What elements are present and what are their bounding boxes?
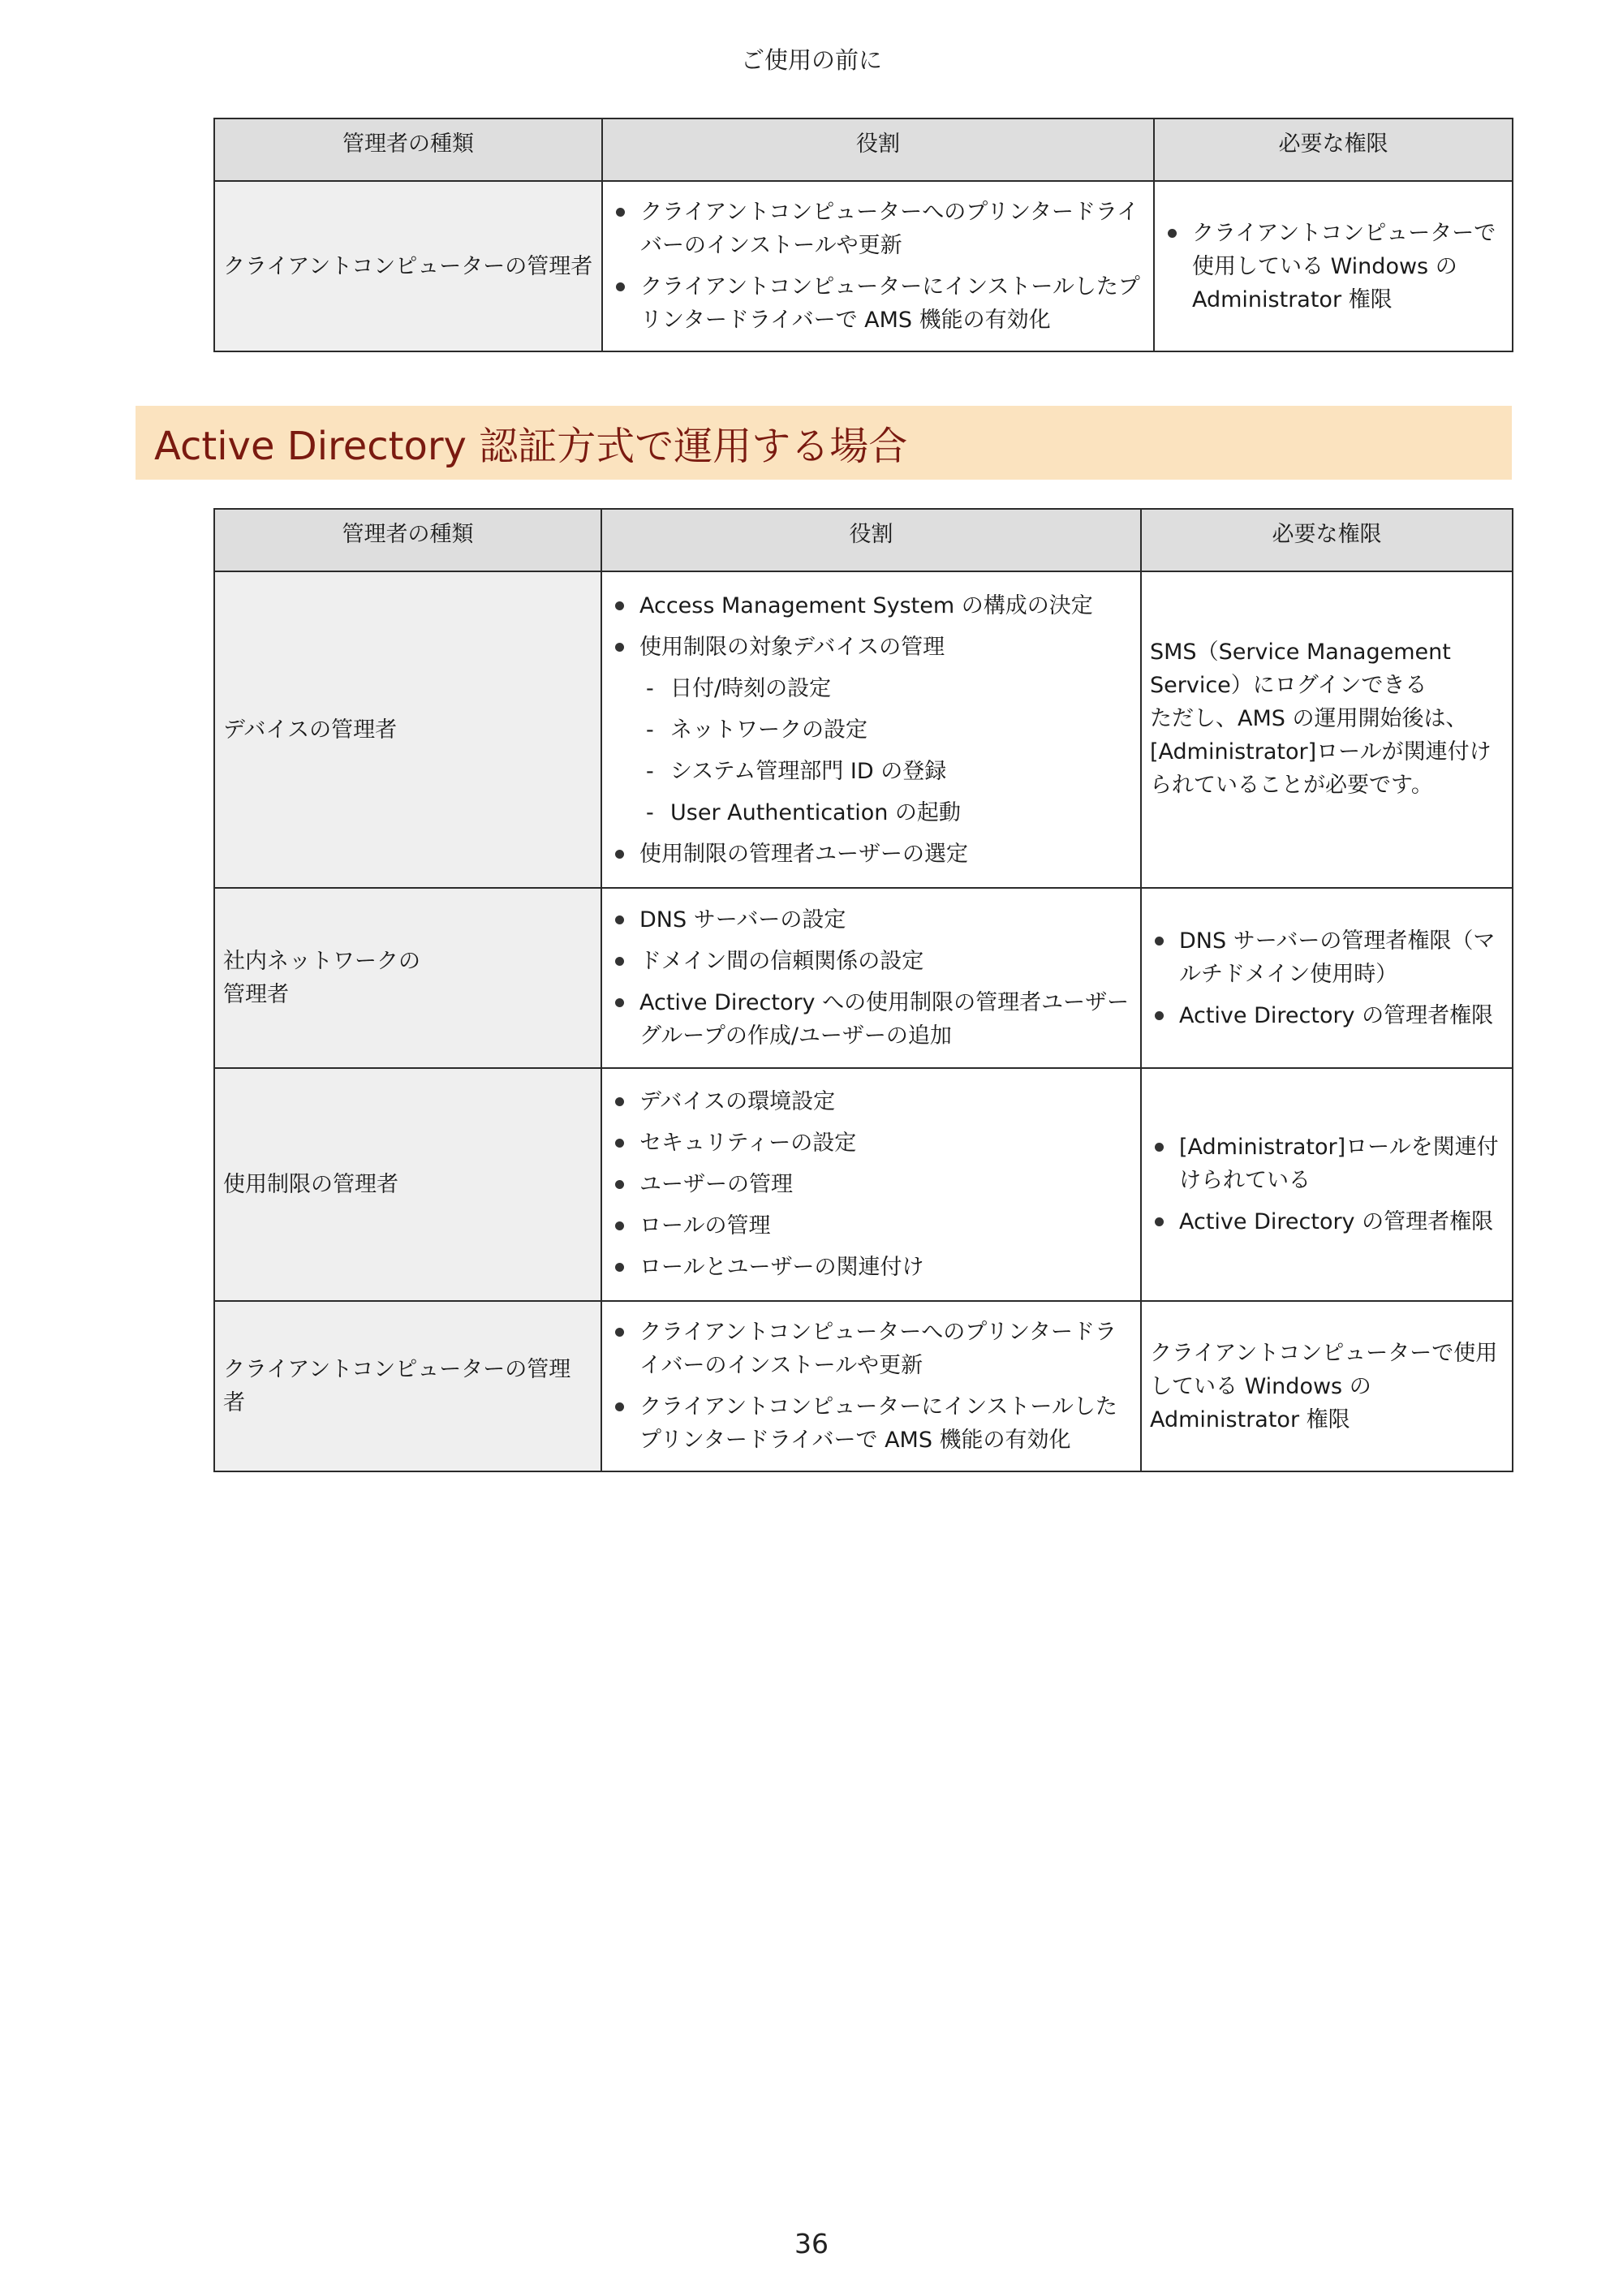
sub-role-item: - ネットワークの設定: [610, 713, 1132, 747]
role-item: クライアントコンピューターへのプリンタードライバーのインストールや更新: [610, 1316, 1132, 1382]
admin-roles-table-1: [213, 118, 1513, 352]
table-row: [214, 888, 1513, 1068]
permission-list: [1150, 924, 1504, 1032]
permission-text-cell: SMS（Service Management Service）にログインできる ただし、AMS の運用開始後は、[Administrator]ロールが関連付けられていることが必要です。: [1141, 571, 1513, 888]
role-item-with-subitems: [610, 631, 1132, 664]
sub-role-item: - 日付/時刻の設定: [610, 672, 1132, 705]
permission-cell: [1141, 1068, 1513, 1301]
role-list: [610, 1085, 1132, 1284]
role-cell: [602, 181, 1154, 351]
permission-item: DNS サーバーの管理者権限（マルチドメイン使用時）: [1150, 924, 1504, 991]
column-header-type: 管理者の種類: [214, 118, 602, 181]
role-item: DNS サーバーの設定: [610, 903, 1132, 937]
column-header-permission: 必要な権限: [1154, 118, 1513, 181]
role-list-continued: [610, 838, 1132, 871]
permission-list: [1163, 217, 1504, 317]
permission-item: クライアントコンピューターで使用している Windows の Administrator 権限: [1163, 217, 1504, 317]
table-row: [214, 1068, 1513, 1301]
role-item: ロールとユーザーの関連付け: [610, 1251, 1132, 1284]
role-item: クライアントコンピューターにインストールしたプリンタードライバーで AMS 機能の有効化: [610, 1390, 1132, 1457]
sub-role-item: - User Authentication の起動: [610, 796, 1132, 829]
role-item: ドメイン間の信頼関係の設定: [610, 945, 1132, 978]
sub-role-list: [610, 672, 1132, 829]
permission-text-cell: クライアントコンピューターで使用している Windows の Administrator 権限: [1141, 1301, 1513, 1471]
table-row: [214, 1301, 1513, 1471]
admin-type-cell: クライアントコンピューターの管理者: [214, 181, 602, 351]
role-item: ロールの管理: [610, 1209, 1132, 1243]
role-item: デバイスの環境設定: [610, 1085, 1132, 1118]
admin-type-cell: 使用制限の管理者: [214, 1068, 601, 1301]
permission-list: [1150, 1131, 1504, 1238]
running-header: ご使用の前に: [740, 46, 882, 74]
role-list: [611, 196, 1145, 337]
role-cell: [601, 1068, 1141, 1301]
role-item-label: 使用制限の対象デバイスの管理: [639, 634, 945, 660]
table-header-row: [214, 509, 1513, 571]
page-number: 36: [794, 2228, 829, 2259]
table-row: [214, 181, 1513, 351]
role-item: ユーザーの管理: [610, 1168, 1132, 1201]
role-cell: [601, 1301, 1141, 1471]
role-list: [610, 589, 1132, 664]
column-header-type: 管理者の種類: [214, 509, 601, 571]
role-list: [610, 1316, 1132, 1457]
sub-role-item: - システム管理部門 ID の登録: [610, 755, 1132, 788]
column-header-permission: 必要な権限: [1141, 509, 1513, 571]
admin-roles-table-2: [213, 508, 1513, 1472]
role-item: 使用制限の管理者ユーザーの選定: [610, 838, 1132, 871]
role-item: Access Management System の構成の決定: [610, 589, 1132, 622]
permission-item: Active Directory の管理者権限: [1150, 999, 1504, 1032]
role-list: [610, 903, 1132, 1053]
section-title: Active Directory 認証方式で運用する場合: [154, 424, 908, 469]
table-row: [214, 571, 1513, 888]
table-header-row: [214, 118, 1513, 181]
role-cell: [601, 888, 1141, 1068]
role-item: セキュリティーの設定: [610, 1126, 1132, 1160]
role-item: Active Directory への使用制限の管理者ユーザーグループの作成/ユーザーの追加: [610, 986, 1132, 1053]
role-item: クライアントコンピューターにインストールしたプリンタードライバーで AMS 機能の有効化: [611, 270, 1145, 337]
column-header-role: 役割: [601, 509, 1141, 571]
role-item: クライアントコンピューターへのプリンタードライバーのインストールや更新: [611, 196, 1145, 262]
column-header-role: 役割: [602, 118, 1154, 181]
admin-type-cell: 社内ネットワークの 管理者: [214, 888, 601, 1068]
permission-cell: [1141, 888, 1513, 1068]
permission-item: [Administrator]ロールを関連付けられている: [1150, 1131, 1504, 1197]
admin-type-cell: デバイスの管理者: [214, 571, 601, 888]
permission-item: Active Directory の管理者権限: [1150, 1205, 1504, 1238]
role-cell: [601, 571, 1141, 888]
section-banner: [136, 406, 1512, 480]
admin-type-cell: クライアントコンピューターの管理者: [214, 1301, 601, 1471]
permission-cell: [1154, 181, 1513, 351]
